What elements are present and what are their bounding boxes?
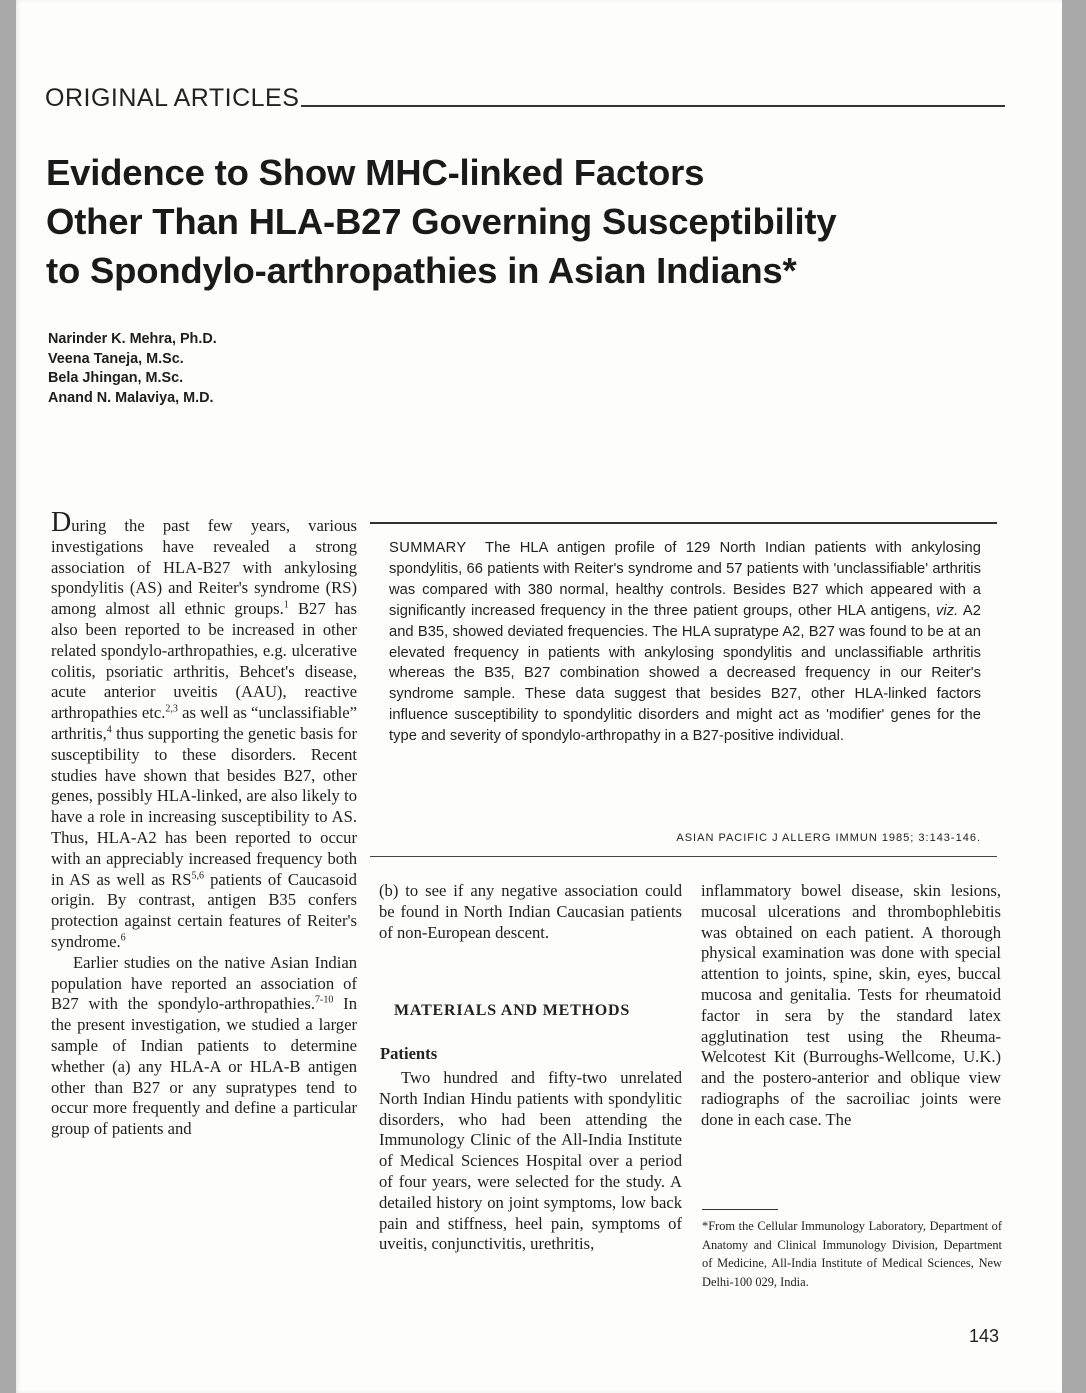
section-label-rule — [301, 105, 1005, 107]
summary-heading: SUMMARY — [389, 540, 467, 556]
journal-citation: ASIAN PACIFIC J ALLERG IMMUN 1985; 3:143-146. — [676, 832, 981, 844]
reference-superscript: 2,3 — [165, 703, 178, 715]
section-heading-materials-methods: MATERIALS AND METHODS — [394, 1002, 631, 1019]
subsection-heading-patients: Patients — [380, 1044, 438, 1063]
intro-paragraph-1: During the past few years, various investigations have revealed a strong association of HLA-B27 with ankylosing spondylitis (AS) and Reiter's syndrome (RS) among almost all ethnic groups.$^1$ B27 has also been reported to be increased in other related spondylo-arthropathies, e.g. ulcerative colitis, psoriatic arthritis, Behcet's disease, acute anterior uveitis (AAU), reactive arthropathies etc.$^{2,3}$ as well as “unclassifiable” arthritis,$^4$ thus supporting the genetic basis for susceptibility to these disorders. Recent studies have shown that besides B27, other genes, possibly HLA-linked, are also likely to have a role in increasing susceptibility to AS. Thus, HLA-A2 has been reported to occur with an appreciably increased frequency both in AS as well as RS$^{5,6}$ patients of Caucasoid origin. By contrast, antigen B35 confers protection against certain features of Reiter's syndrome.$^6$ — [51, 507, 357, 951]
reference-superscript: 6 — [120, 932, 126, 944]
author-list — [48, 330, 217, 408]
title-line: to Spondylo-arthropathies in Asian Indians* — [46, 250, 797, 291]
author: Veena Taneja, M.Sc. — [48, 350, 184, 367]
body-paragraph: (b) to see if any negative association could be found in North Indian Caucasian patients of non-European descent. — [379, 881, 682, 942]
author: Bela Jhingan, M.Sc. — [48, 370, 184, 386]
summary-top-rule — [370, 522, 997, 524]
summary-text: A2 and B35, showed deviated frequencies. The HLA supratype A2, B27 was found to be at an elevated frequency in patients with ankylosing spondylitis and unclassifiable arthritis whereas the B35, B27 combination showed a decreased frequency in our Reiter's syndrome sample. These data suggest that besides B27, other HLA-linked factors influence susceptibility to spondylitic disorders and might act as 'modifier' genes for the type and severity of spondylo-arthropathy in a B27-positive individual. — [389, 602, 981, 745]
page-number: 143 — [969, 1326, 1000, 1346]
body-column-2-continued — [379, 1068, 682, 1255]
footnote-rule — [702, 1209, 778, 1210]
summary-text: The HLA antigen profile of 129 North Indian patients with ankylosing spondylitis, 66 patients with Reiter's syndrome and 57 patients with 'unclassifiable' arthritis was compared with 380 normal, healthy controls. Besides B27 which appeared with a significantly increased frequency in the three patient groups, other HLA antigens, — [389, 540, 981, 619]
summary-abstract: SUMMARY The HLA antigen profile of 129 North Indian patients with ankylosing spondylitis, 66 patients with Reiter's syndrome and 57 patients with 'unclassifiable' arthritis was compared with 380 normal, healthy controls. Besides B27 which appeared with a significantly increased frequency in the three patient groups, other HLA antigens, viz. A2 and B35, showed deviated frequencies. The HLA supratype A2, B27 was found to be at an elevated frequency in patients with ankylosing spondylitis and unclassifiable arthritis whereas the B35, B27 combination showed a decreased frequency in our Reiter's syndrome sample. These data suggest that besides B27, other HLA-linked factors influence susceptibility to spondylitic disorders and might act as 'modifier' genes for the type and severity of spondylo-arthropathy in a B27-positive individual. — [389, 540, 981, 745]
body-paragraph: Two hundred and fifty-two unrelated North Indian Hindu patients with spondylitic disorders, who had been attending the Immunology Clinic of the All-India Institute of Medical Sciences Hospital over a period of four years, were selected for the study. A detailed history on joint symptoms, low back pain and stiffness, heel pain, symptoms of uveitis, conjunctivitis, urethritis, — [379, 1068, 682, 1254]
author: Anand N. Malaviya, M.D. — [48, 389, 214, 406]
reference-superscript: 4 — [106, 724, 112, 736]
author: Narinder K. Mehra, Ph.D. — [48, 331, 217, 347]
summary-bottom-rule — [370, 856, 997, 857]
article-title — [46, 148, 1006, 295]
reference-superscript: 5,6 — [191, 870, 204, 882]
reference-superscript: 1 — [283, 599, 289, 611]
body-column-3 — [701, 881, 1001, 1131]
body-column-2 — [379, 881, 682, 943]
section-label — [45, 84, 1005, 113]
title-line: Evidence to Show MHC-linked Factors — [46, 152, 705, 193]
intro-paragraph-2: Earlier studies on the native Asian Indian population have reported an association of B27 with the spondylo-arthropathies.$^{7-10}$ In the present investigation, we studied a larger sample of Indian patients to determine whether (a) any HLA-A or HLA-B antigen other than B27 or any supratypes tend to occur more frequently and define a particular group of patients and — [51, 952, 357, 1139]
body-paragraph: inflammatory bowel disease, skin lesions, mucosal ulcerations and thrombophlebitis was obtained on each patient. A thorough physical examination was done with special attention to joints, spine, skin, eyes, buccal mucosa and genitalia. Tests for rheumatoid factor in sera by the standard latex agglutination test using the Rheuma-Welcotest Kit (Burroughs-Wellcome, U.K.) and the postero-anterior and oblique view radiographs of the sacroiliac joints were done in each case. The — [701, 881, 1001, 1129]
title-line: Other Than HLA-B27 Governing Susceptibility — [46, 201, 837, 242]
affiliation-footnote: *From the Cellular Immunology Laboratory, Department of Anatomy and Clinical Immunology Division, Department of Medicine, All-India Institute of Medical Sciences, New Delhi-100 029, India. — [702, 1219, 1002, 1289]
section-label-text: ORIGINAL ARTICLES — [45, 84, 300, 112]
body-column-1 — [51, 507, 357, 1140]
drop-cap: D — [51, 507, 72, 538]
reference-superscript: 7-10 — [315, 994, 334, 1006]
paper-page — [16, 0, 1062, 1393]
